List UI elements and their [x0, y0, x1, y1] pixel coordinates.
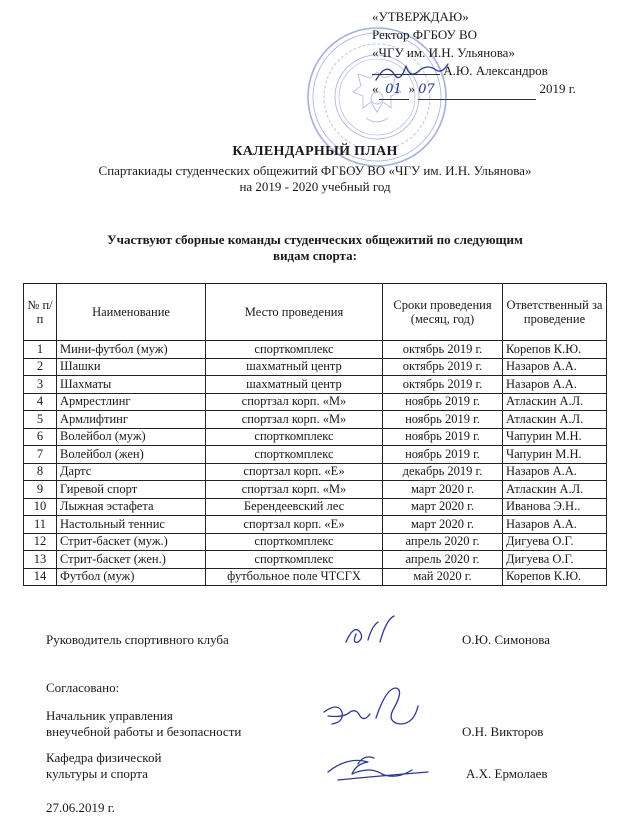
table-row — [24, 341, 607, 359]
table-header-row — [24, 284, 607, 341]
document-date: 27.06.2019 г. — [46, 800, 115, 815]
cell-place: шахматный центр — [206, 358, 383, 376]
club-head-name: О.Ю. Симонова — [462, 632, 551, 647]
approval-date-month: 07 — [418, 82, 435, 97]
document-title: КАЛЕНДАРНЫЙ ПЛАН — [232, 144, 398, 159]
column-header-responsible: Ответственный за проведение — [503, 284, 607, 341]
dept-head-signature — [318, 682, 438, 742]
cell-name: Волейбол (жен) — [57, 446, 206, 464]
table-row — [24, 533, 607, 551]
cell-num: 4 — [24, 393, 57, 411]
cell-place: спорткомплекс — [206, 533, 383, 551]
cell-responsible: Назаров А.А. — [503, 358, 607, 376]
cell-responsible: Атласкин А.Л. — [503, 481, 607, 499]
cell-responsible: Назаров А.А. — [503, 463, 607, 481]
table-row — [24, 393, 607, 411]
cell-num: 8 — [24, 463, 57, 481]
cell-num: 11 — [24, 516, 57, 534]
cell-date: октябрь 2019 г. — [383, 341, 503, 359]
cell-date: ноябрь 2019 г. — [383, 428, 503, 446]
cell-date: октябрь 2019 г. — [383, 376, 503, 394]
cell-date: апрель 2020 г. — [383, 551, 503, 569]
club-head-role: Руководитель спортивного клуба — [46, 632, 229, 647]
chair-signature — [318, 746, 448, 790]
cell-name: Дартс — [57, 463, 206, 481]
cell-date: октябрь 2019 г. — [383, 358, 503, 376]
cell-responsible: Дигуева О.Г. — [503, 551, 607, 569]
cell-date: ноябрь 2019 г. — [383, 411, 503, 429]
cell-name: Мини-футбол (муж) — [57, 341, 206, 359]
intro-line-2: видам спорта: — [273, 248, 357, 263]
cell-date: ноябрь 2019 г. — [383, 393, 503, 411]
dept-head-role-line-1: Начальник управления — [46, 708, 173, 723]
table-row — [24, 516, 607, 534]
cell-name: Настольный теннис — [57, 516, 206, 534]
chair-role-line-2: культуры и спорта — [46, 766, 148, 781]
cell-place: спорткомплекс — [206, 428, 383, 446]
cell-num: 9 — [24, 481, 57, 499]
period-line: на 2019 - 2020 учебный год — [239, 179, 391, 194]
cell-place: футбольное поле ЧТСГХ — [206, 568, 383, 586]
chair-role — [46, 750, 161, 782]
dept-head-name: О.Н. Викторов — [462, 724, 544, 739]
table-row — [24, 568, 607, 586]
approval-date-day: 01 — [385, 82, 402, 97]
cell-place: спортзал корп. «Е» — [206, 516, 383, 534]
cell-place: спортзал корп. «М» — [206, 393, 383, 411]
approval-university: «ЧГУ им. И.Н. Ульянова» — [372, 45, 515, 60]
approval-position: Ректор ФГБОУ ВО — [372, 27, 478, 42]
cell-name: Шашки — [57, 358, 206, 376]
agreed-label: Согласовано: — [46, 680, 120, 695]
rector-signature — [372, 58, 452, 88]
cell-name: Стрит-баскет (муж.) — [57, 533, 206, 551]
cell-num: 3 — [24, 376, 57, 394]
cell-num: 2 — [24, 358, 57, 376]
table-row — [24, 446, 607, 464]
cell-date: март 2020 г. — [383, 481, 503, 499]
cell-date: май 2020 г. — [383, 568, 503, 586]
document-subtitle — [0, 163, 630, 195]
table-row — [24, 498, 607, 516]
cell-name: Волейбол (муж) — [57, 428, 206, 446]
cell-num: 6 — [24, 428, 57, 446]
cell-name: Лыжная эстафета — [57, 498, 206, 516]
events-table — [23, 283, 607, 586]
table-row — [24, 551, 607, 569]
cell-num: 1 — [24, 341, 57, 359]
cell-responsible: Атласкин А.Л. — [503, 411, 607, 429]
dept-head-role-line-2: внеучебной работы и безопасности — [46, 724, 242, 739]
cell-place: Берендеевский лес — [206, 498, 383, 516]
cell-num: 12 — [24, 533, 57, 551]
cell-name: Гиревой спорт — [57, 481, 206, 499]
table-row — [24, 376, 607, 394]
cell-date: декабрь 2019 г. — [383, 463, 503, 481]
approval-heading: «УТВЕРЖДАЮ» — [372, 9, 469, 24]
cell-responsible: Дигуева О.Г. — [503, 533, 607, 551]
approval-date-close-quote: » — [408, 81, 415, 96]
cell-date: апрель 2020 г. — [383, 533, 503, 551]
column-header-place: Место проведения — [206, 284, 383, 341]
table-row — [24, 411, 607, 429]
cell-date: март 2020 г. — [383, 498, 503, 516]
intro-line-1: Участвуют сборные команды студенческих общежитий по следующим — [107, 232, 523, 247]
table-body — [24, 341, 607, 586]
cell-name: Армрестлинг — [57, 393, 206, 411]
chair-role-line-1: Кафедра физической — [46, 750, 162, 765]
cell-place: спорткомплекс — [206, 341, 383, 359]
cell-date: ноябрь 2019 г. — [383, 446, 503, 464]
approval-date-year: 2019 г. — [539, 81, 576, 96]
club-head-signature — [338, 612, 408, 652]
table-row — [24, 481, 607, 499]
cell-responsible: Чапурин М.Н. — [503, 428, 607, 446]
table-row — [24, 358, 607, 376]
column-header-name: Наименование — [57, 284, 206, 341]
cell-date: март 2020 г. — [383, 516, 503, 534]
cell-place: спортзал корп. «Е» — [206, 463, 383, 481]
cell-num: 14 — [24, 568, 57, 586]
cell-name: Футбол (муж) — [57, 568, 206, 586]
cell-num: 5 — [24, 411, 57, 429]
cell-place: шахматный центр — [206, 376, 383, 394]
cell-place: спортзал корп. «М» — [206, 411, 383, 429]
intro-text — [60, 232, 570, 264]
cell-responsible: Иванова Э.Н.. — [503, 498, 607, 516]
cell-place: спорткомплекс — [206, 446, 383, 464]
cell-name: Стрит-баскет (жен.) — [57, 551, 206, 569]
column-header-date: Сроки проведения (месяц, год) — [383, 284, 503, 341]
column-header-num: № п/п — [24, 284, 57, 341]
cell-num: 7 — [24, 446, 57, 464]
subtitle-line: Спартакиады студенческих общежитий ФГБОУ ВО «ЧГУ им. И.Н. Ульянова» — [98, 163, 532, 178]
cell-name: Армлифтинг — [57, 411, 206, 429]
cell-responsible: Назаров А.А. — [503, 516, 607, 534]
cell-place: спортзал корп. «М» — [206, 481, 383, 499]
approval-date-open-quote: « — [372, 81, 379, 96]
cell-num: 13 — [24, 551, 57, 569]
cell-name: Шахматы — [57, 376, 206, 394]
approval-signer: А.Ю. Александров — [443, 63, 548, 78]
cell-place: спорткомплекс — [206, 551, 383, 569]
cell-responsible: Назаров А.А. — [503, 376, 607, 394]
cell-num: 10 — [24, 498, 57, 516]
cell-responsible: Корепов К.Ю. — [503, 568, 607, 586]
table-row — [24, 428, 607, 446]
dept-head-role — [46, 708, 241, 740]
cell-responsible: Чапурин М.Н. — [503, 446, 607, 464]
cell-responsible: Корепов К.Ю. — [503, 341, 607, 359]
cell-responsible: Атласкин А.Л. — [503, 393, 607, 411]
chair-name: А.Х. Ермолаев — [466, 766, 548, 781]
table-row — [24, 463, 607, 481]
